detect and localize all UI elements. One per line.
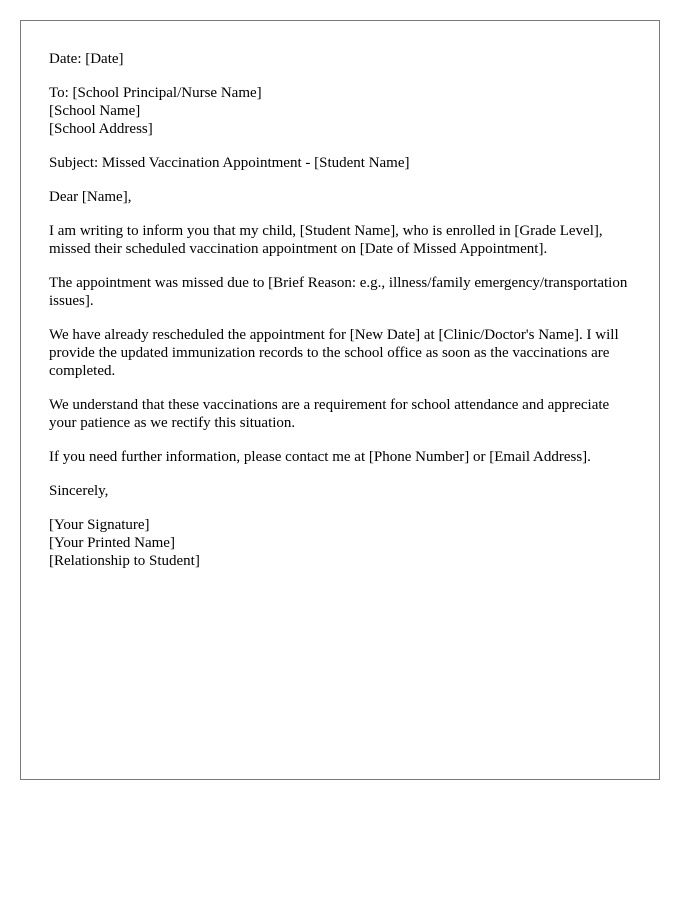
body-paragraph: We understand that these vaccinations are a requirement for school attendance and appreciate your patience as we rectify this situation.: [49, 397, 610, 431]
body-paragraph: The appointment was missed due to [Brief Reason: e.g., illness/family emergency/transportation issues].: [49, 275, 628, 309]
recipient-school-name: [School Name]: [49, 103, 141, 119]
body-paragraph: If you need further information, please contact me at [Phone Number] or [Email Address].: [49, 449, 591, 465]
letter-date: Date: [Date]: [49, 51, 124, 67]
signature-block: [49, 516, 631, 570]
printed-name: [Your Printed Name]: [49, 535, 175, 551]
signature-line: [Your Signature]: [49, 517, 150, 533]
body-paragraph: We have already rescheduled the appointment for [New Date] at [Clinic/Doctor's Name]. I will provide the updated immunization records to the school office as soon as the vaccinations are completed.: [49, 327, 619, 379]
letter-page: [20, 20, 660, 780]
recipient-to: To: [School Principal/Nurse Name]: [49, 85, 262, 101]
recipient-block: [49, 84, 631, 138]
recipient-school-address: [School Address]: [49, 121, 153, 137]
letter-closing: Sincerely,: [49, 483, 109, 499]
relationship-to-student: [Relationship to Student]: [49, 553, 200, 569]
letter-subject: Subject: Missed Vaccination Appointment - [Student Name]: [49, 155, 410, 171]
body-paragraph: I am writing to inform you that my child, [Student Name], who is enrolled in [Grade Level], missed their scheduled vaccination appointment on [Date of Missed Appointment].: [49, 223, 603, 257]
letter-salutation: Dear [Name],: [49, 189, 132, 205]
